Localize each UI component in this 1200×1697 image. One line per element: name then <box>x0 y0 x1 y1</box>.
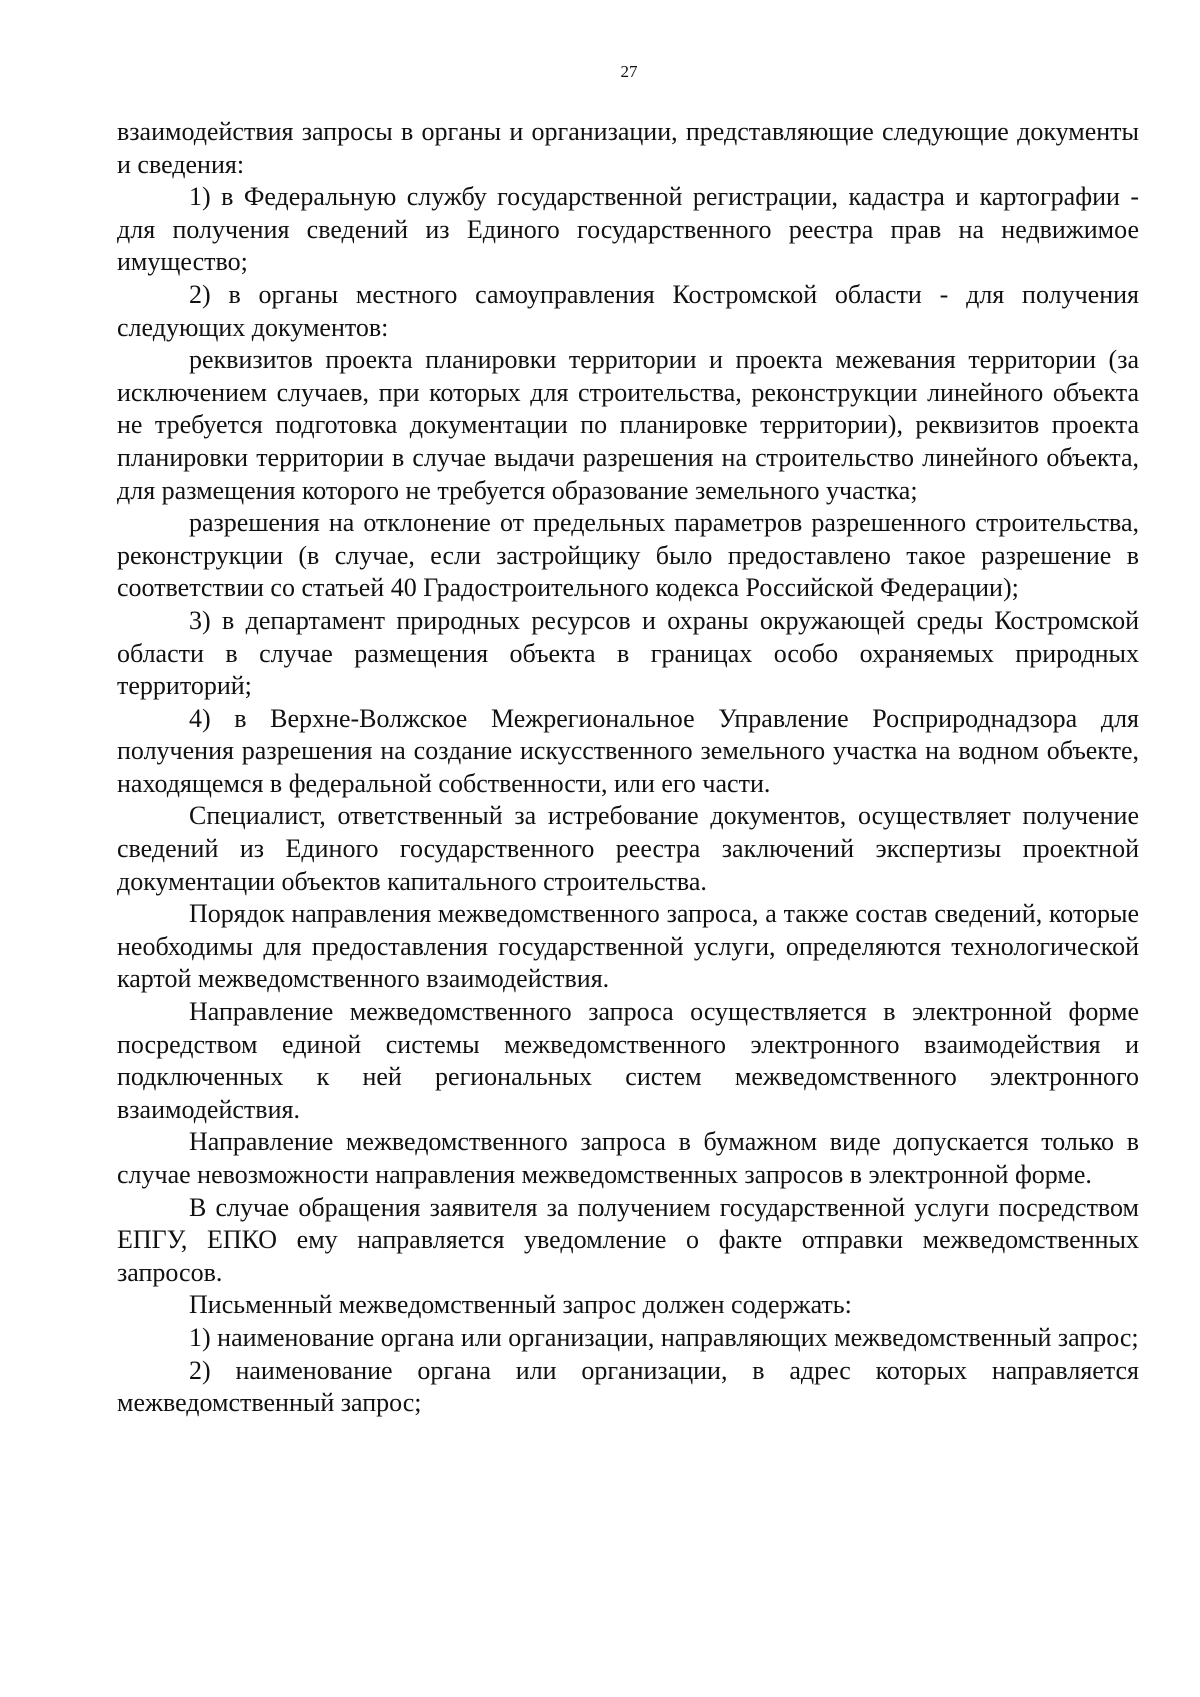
paragraph: реквизитов проекта планировки территории и проекта межевания территории (за исключением случаев, при которых для строительства, реконструкции линейного объекта не требуется подготовка документации по планировке территории), реквизитов проекта планировки территории в случае выдачи разрешения на строительство линейного объекта, для размещения которого не требуется образование земельного участка; <box>117 345 1139 505</box>
list-item-federal-registration-service: 1) в Федеральную службу государственной регистрации, кадастра и картографии - для получения сведений из Единого государственного реестра прав на недвижимое имущество; <box>117 182 1139 277</box>
page-number: 27 <box>620 62 638 81</box>
paragraph: Порядок направления межведомственного запроса, а также состав сведений, которые необходимы для предоставления государственной услуги, определяются технологической картой межведомственного взаимодействия. <box>117 899 1139 994</box>
paragraph: Направление межведомственного запроса в бумажном виде допускается только в случае невозможности направления межведомственных запросов в электронной форме. <box>117 1127 1139 1189</box>
list-item-rosprirodnadzor: 4) в Верхне-Волжское Межрегиональное Управление Росприроднадзора для получения разрешения на создание искусственного земельного участка на водном объекте, находящемся в федеральной собственности, или его части. <box>117 703 1139 798</box>
list-item-local-government: 2) в органы местного самоуправления Костромской области - для получения следующих документов: <box>117 279 1139 342</box>
list-item-requester-name: 1) наименование органа или организации, направляющих межведомственный запрос; <box>189 1322 1139 1352</box>
paragraph: разрешения на отклонение от предельных параметров разрешенного строительства, реконструкции (в случае, если застройщику было предоставлено такое разрешение в соответствии со статьей 40 Градостроительного кодекса Российской Федерации); <box>117 508 1139 603</box>
list-item-recipient-name: 2) наименование органа или организации, в адрес которых направляется межведомственный запрос; <box>117 1355 1139 1418</box>
paragraph: взаимодействия запросы в органы и организации, представляющие следующие документы и сведения: <box>117 117 1139 179</box>
paragraph: В случае обращения заявителя за получением государственной услуги посредством ЕПГУ, ЕПКО ему направляется уведомление о факте отправки межведомственных запросов. <box>117 1192 1139 1287</box>
paragraph: Письменный межведомственный запрос должен содержать: <box>189 1290 852 1320</box>
document-body <box>117 116 1139 1420</box>
paragraph: Направление межведомственного запроса осуществляется в электронной форме посредством единой системы межведомственного электронного взаимодействия и подключенных к ней региональных систем межведомственного электронного взаимодействия. <box>117 997 1139 1124</box>
list-item-natural-resources-department: 3) в департамент природных ресурсов и охраны окружающей среды Костромской области в случае размещения объекта в границах особо охраняемых природных территорий; <box>117 605 1139 701</box>
paragraph: Специалист, ответственный за истребование документов, осуществляет получение сведений из Единого государственного реестра заключений экспертизы проектной документации объектов капитального строительства. <box>117 801 1139 896</box>
